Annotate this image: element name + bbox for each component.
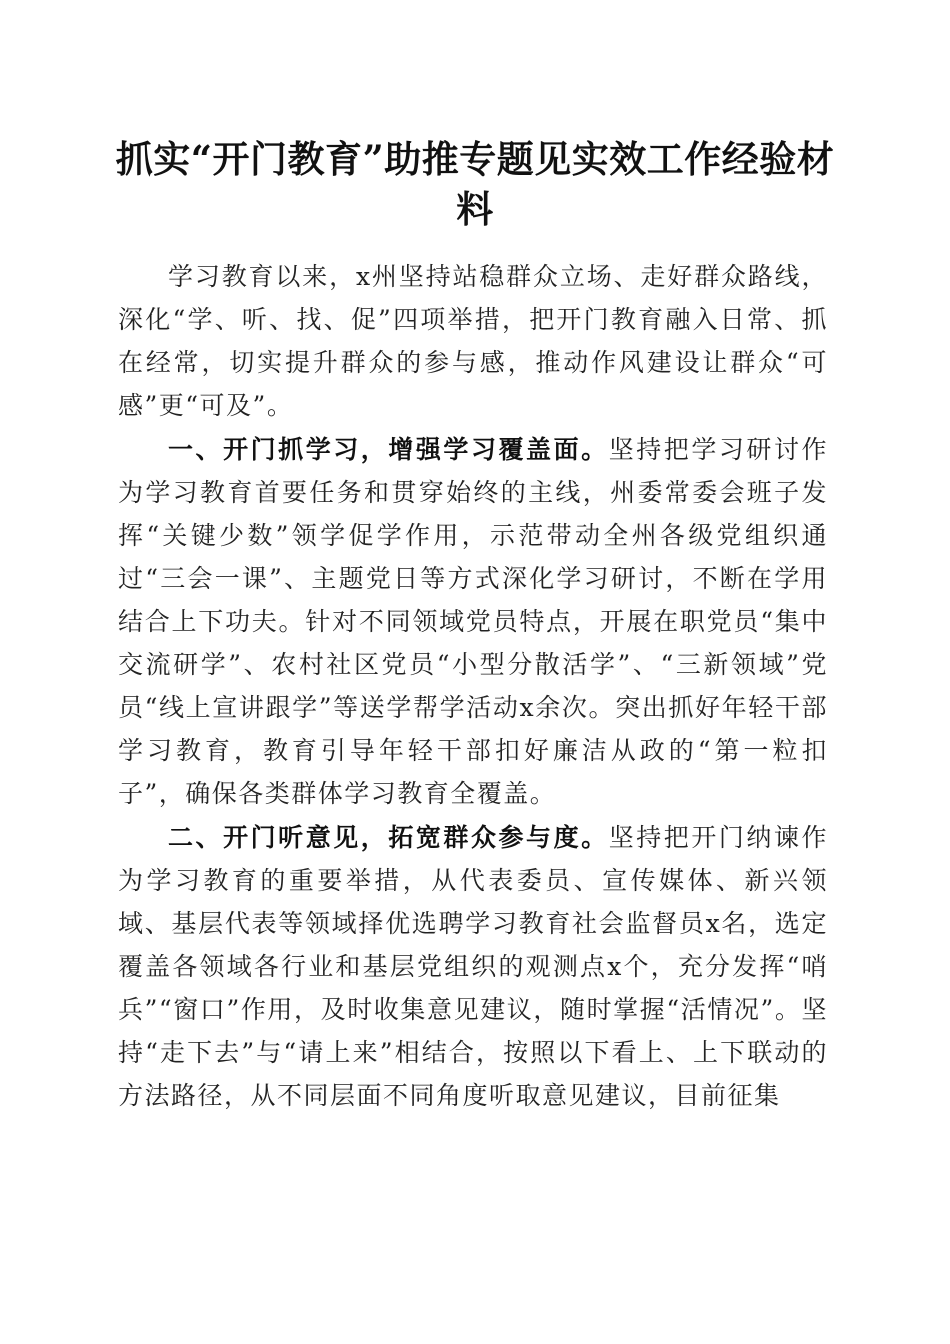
section-1-paragraph xyxy=(118,428,828,815)
intro-paragraph: 学习教育以来，x州坚持站稳群众立场、走好群众路线，深化“学、听、找、促”四项举措，把开门教育融入日常、抓在经常，切实提升群众的参与感，推动作风建设让群众“可感”更“可及”。 xyxy=(118,262,828,420)
document-body xyxy=(118,255,828,1118)
section-1-heading: 一、开门抓学习，增强学习覆盖面。 xyxy=(168,435,609,464)
section-2-body: 坚持把开门纳谏作为学习教育的重要举措，从代表委员、宣传媒体、新兴领域、基层代表等领域择优选聘学习教育社会监督员x名，选定覆盖各领域各行业和基层党组织的观测点x个，充分发挥“哨兵”“窗口”作用，及时收集意见建议，随时掌握“活情况”。坚持“走下去”与“请上来”相结合，按照以下看上、上下联动的方法路径，从不同层面不同角度听取意见建议，目前征集 xyxy=(118,823,828,1110)
section-2-heading: 二、开门听意见，拓宽群众参与度。 xyxy=(168,823,609,852)
section-2-paragraph xyxy=(118,816,828,1117)
document-title: 抓实“开门教育”助推专题见实效工作经验材料 xyxy=(115,137,835,231)
section-1-body: 坚持把学习研讨作为学习教育首要任务和贯穿始终的主线，州委常委会班子发挥“关键少数”领学促学作用，示范带动全州各级党组织通过“三会一课”、主题党日等方式深化学习研讨，不断在学用结合上下功夫。针对不同领域党员特点，开展在职党员“集中交流研学”、农村社区党员“小型分散活学”、“三新领域”党员“线上宣讲跟学”等送学帮学活动x余次。突出抓好年轻干部学习教育，教育引导年轻干部扣好廉洁从政的“第一粒扣子”，确保各类群体学习教育全覆盖。 xyxy=(118,435,828,808)
